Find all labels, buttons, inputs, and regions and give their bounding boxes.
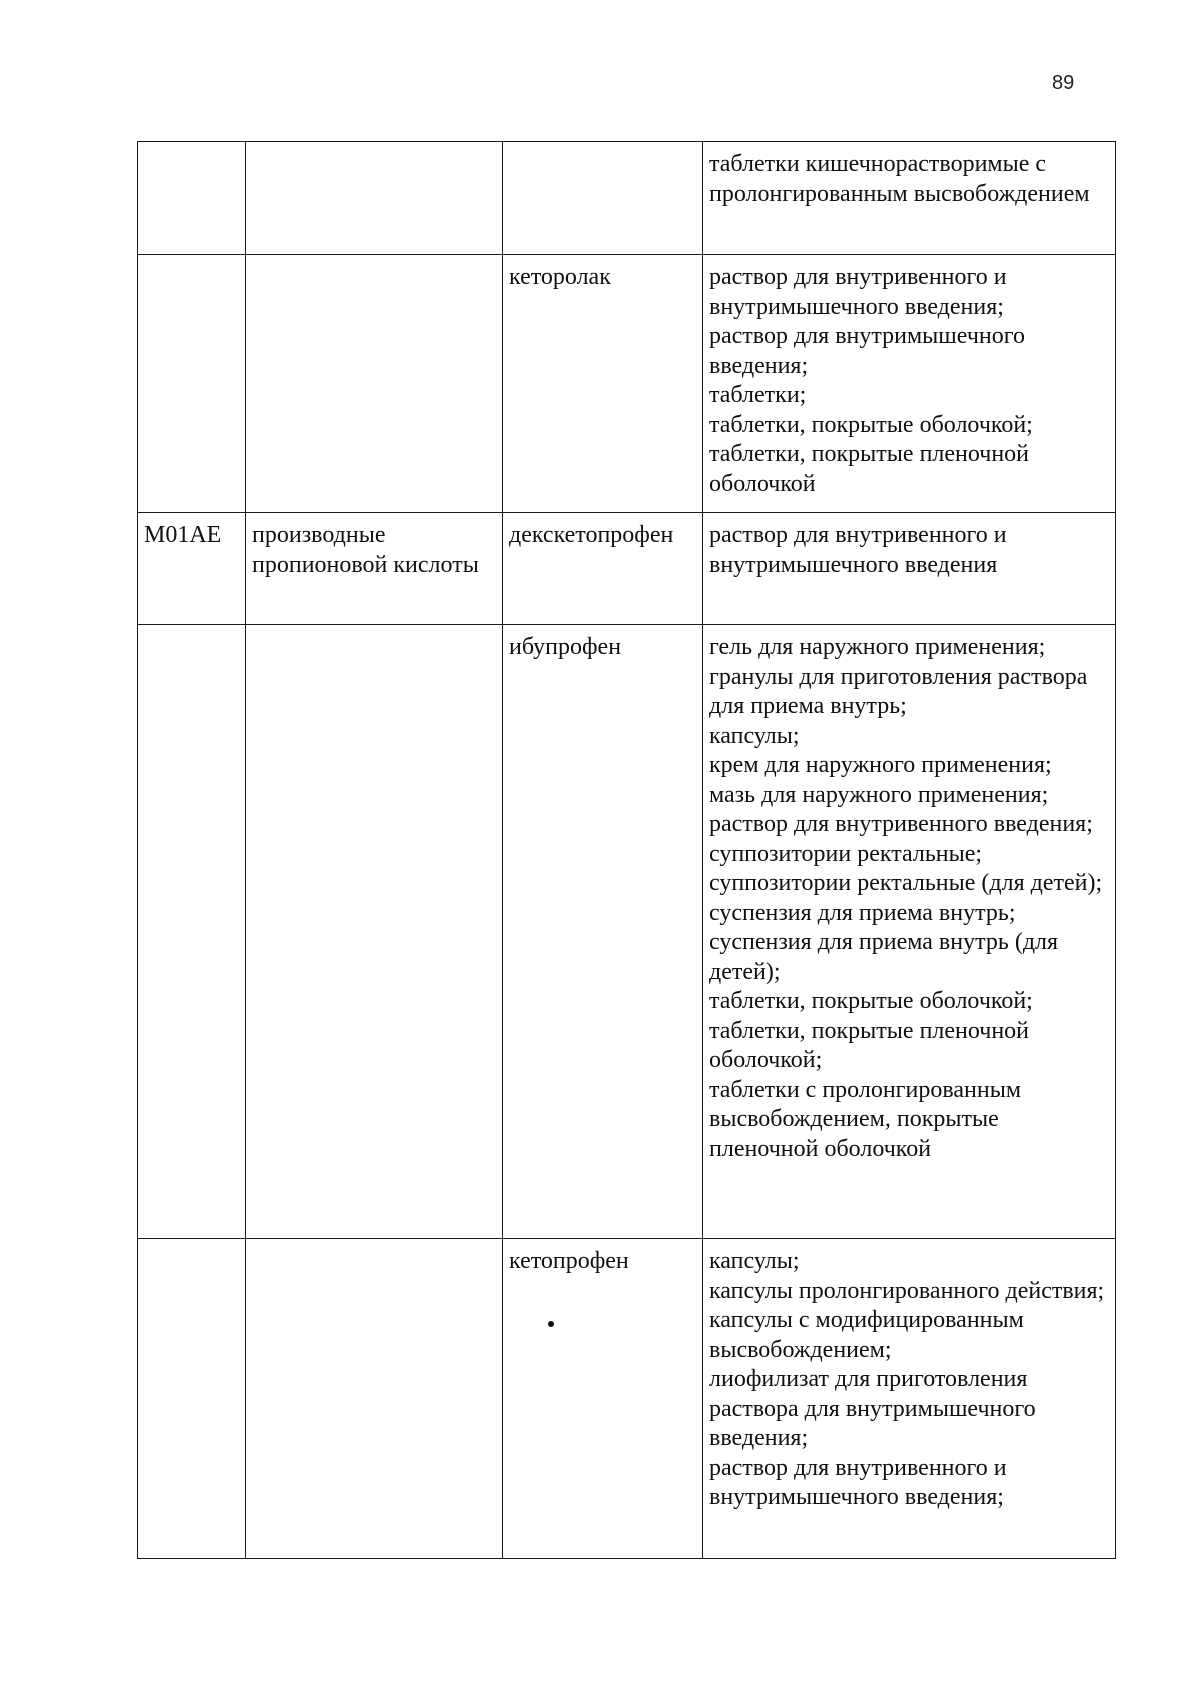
atc-code-cell bbox=[138, 625, 246, 1239]
table-row bbox=[138, 142, 1116, 255]
atc-code-cell bbox=[138, 142, 246, 255]
group-cell bbox=[246, 255, 503, 513]
dosage-form: раствор для внутривенного и внутримышечного введения bbox=[709, 522, 1007, 578]
table-row bbox=[138, 1239, 1116, 1559]
atc-code-cell bbox=[138, 1239, 246, 1559]
drug-name-cell: декскетопрофен bbox=[503, 513, 703, 625]
dosage-form: мазь для наружного применения; bbox=[709, 781, 1049, 808]
group-cell: производные пропионовой кислоты bbox=[246, 513, 503, 625]
page-number: 89 bbox=[1052, 72, 1075, 94]
drug-name-cell: кеторолак bbox=[503, 255, 703, 513]
scan-speck bbox=[548, 1321, 554, 1327]
drug-name-cell: кетопрофен bbox=[503, 1239, 703, 1559]
dosage-forms-cell bbox=[703, 625, 1116, 1239]
table-row bbox=[138, 625, 1116, 1239]
dosage-forms-cell bbox=[703, 1239, 1116, 1559]
dosage-form: суппозитории ректальные (для детей); bbox=[709, 870, 1103, 896]
dosage-form: лиофилизат для приготовления раствора для внутримышечного введения; bbox=[709, 1366, 1036, 1451]
atc-code-cell bbox=[138, 255, 246, 513]
drug-name-cell: ибупрофен bbox=[503, 625, 703, 1239]
group-cell bbox=[246, 142, 503, 255]
dosage-form: крем для наружного применения; bbox=[709, 752, 1052, 778]
table-row bbox=[138, 513, 1116, 625]
dosage-form: раствор для внутривенного и внутримышечного введения; bbox=[709, 264, 1007, 320]
dosage-form: гранулы для приготовления раствора для приема внутрь; bbox=[709, 663, 1088, 719]
dosage-forms-cell bbox=[703, 255, 1116, 513]
group-cell bbox=[246, 1239, 503, 1559]
dosage-forms-cell bbox=[703, 142, 1116, 255]
dosage-form: таблетки, покрытые оболочкой; bbox=[709, 411, 1033, 438]
dosage-form: таблетки, покрытые пленочной оболочкой bbox=[709, 441, 1030, 497]
drug-table bbox=[137, 141, 1116, 1559]
dosage-form: таблетки, покрытые оболочкой; bbox=[709, 988, 1033, 1014]
dosage-form: раствор для внутримышечного введения; bbox=[709, 323, 1025, 379]
dosage-form: таблетки, покрытые пленочной оболочкой; bbox=[709, 1017, 1030, 1073]
dosage-forms-cell bbox=[703, 513, 1116, 625]
atc-code-cell: M01AE bbox=[138, 513, 246, 625]
dosage-form: раствор для внутривенного введения; bbox=[709, 811, 1093, 837]
dosage-form: капсулы; bbox=[709, 722, 800, 749]
group-cell bbox=[246, 625, 503, 1239]
dosage-form: гель для наружного применения; bbox=[709, 634, 1046, 660]
drug-name-cell bbox=[503, 142, 703, 255]
dosage-form: таблетки; bbox=[709, 382, 807, 408]
dosage-form: суспензия для приема внутрь; bbox=[709, 899, 1016, 926]
dosage-form: капсулы с модифицированным высвобождением; bbox=[709, 1307, 1024, 1363]
dosage-form: суппозитории ректальные; bbox=[709, 840, 983, 867]
dosage-form: капсулы пролонгированного действия; bbox=[709, 1277, 1105, 1304]
dosage-form: раствор для внутривенного и внутримышечного введения; bbox=[709, 1454, 1007, 1510]
table-row bbox=[138, 255, 1116, 513]
dosage-form: капсулы; bbox=[709, 1248, 800, 1274]
dosage-form: суспензия для приема внутрь (для детей); bbox=[709, 929, 1059, 985]
dosage-form: таблетки с пролонгированным высвобождением, покрытые пленочной оболочкой bbox=[709, 1076, 1022, 1162]
dosage-form: таблетки кишечнорастворимые с пролонгированным высвобождением bbox=[709, 151, 1090, 207]
